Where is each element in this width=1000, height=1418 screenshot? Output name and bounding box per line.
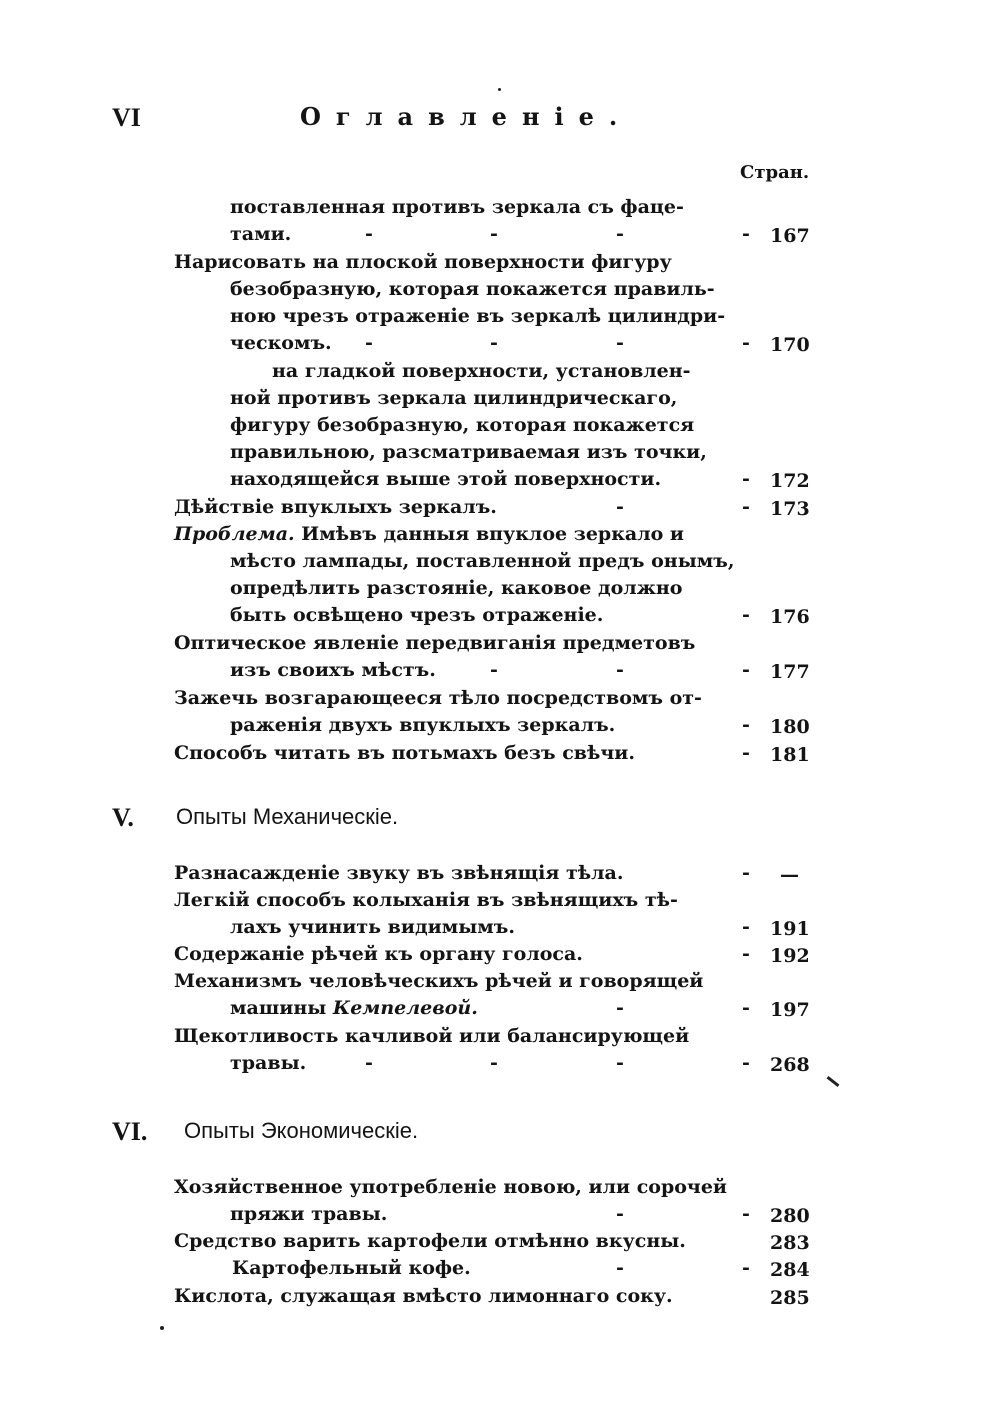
leader-dots: -: [365, 223, 373, 245]
entry-line: ческомъ.: [230, 332, 332, 354]
leader-dots: -: [365, 332, 373, 354]
leader-dots: -: [742, 496, 750, 518]
entry-line: быть освѣщено чрезъ отраженіе.: [230, 604, 604, 626]
leader-dots: -: [742, 916, 750, 938]
entry-page: 283: [770, 1232, 810, 1254]
section-numeral: VI.: [112, 1117, 148, 1146]
ink-speck: [498, 88, 501, 91]
entry-line: мѣсто лампады, поставленной предъ онымъ,: [230, 550, 735, 572]
entry-line: Зажечь возгарающееся тѣло посредствомъ от-: [174, 687, 702, 709]
entry-line: Дѣйствіе впуклыхъ зеркалъ.: [174, 496, 497, 518]
entry-line: Содержаніе рѣчей къ органу голоса.: [174, 943, 583, 965]
leader-dots: -: [742, 714, 750, 736]
entry-line: [174, 521, 684, 547]
leader-dots: -: [742, 997, 750, 1019]
section-numeral: V.: [112, 803, 134, 832]
entry-page: 180: [770, 716, 810, 738]
leader-dots: -: [490, 332, 498, 354]
leader-dots: -: [742, 659, 750, 681]
entry-page: 167: [770, 225, 810, 247]
entry-line: Легкій способъ колыханія въ звѣнящихъ тѣ-: [174, 889, 678, 911]
entry-page: 176: [770, 606, 810, 628]
entry-line: травы.: [230, 1052, 307, 1074]
entry-line: опредѣлить разстояніе, каковое должно: [230, 577, 683, 599]
entry-line: [230, 995, 478, 1021]
leader-dots: -: [365, 1052, 373, 1074]
entry-line: тами.: [230, 223, 292, 245]
entry-line: Оптическое явленіе передвиганія предметовъ: [174, 632, 696, 654]
entry-line: пряжи травы.: [230, 1203, 388, 1225]
leader-dots: -: [490, 223, 498, 245]
entry-page: 181: [770, 744, 810, 766]
leader-dots: -: [742, 742, 750, 764]
entry-page: 170: [770, 334, 810, 356]
section-title: Опыты Механическіе.: [176, 804, 399, 829]
entry-line: поставленная противъ зеркала съ фаце-: [230, 196, 684, 218]
leader-dots: -: [616, 997, 624, 1019]
entry-page: 197: [770, 999, 810, 1021]
entry-line: находящейся выше этой поверхности.: [230, 468, 662, 490]
entry-page: 280: [770, 1205, 810, 1227]
leader-dots: -: [616, 1203, 624, 1225]
entry-page: 172: [770, 470, 810, 492]
leader-dots: -: [742, 332, 750, 354]
entry-page: 177: [770, 661, 810, 683]
entry-line: Хозяйственное употребленіе новою, или сорочей: [174, 1176, 728, 1198]
entry-line: Щекотливость качливой или балансирующей: [174, 1025, 690, 1047]
entry-line: Кислота, служащая вмѣсто лимоннаго соку.: [174, 1285, 673, 1307]
italic-label: Кемпелевой.: [332, 997, 478, 1019]
leader-dots: -: [490, 1052, 498, 1074]
entry-line: на гладкой поверхности, установлен-: [272, 360, 691, 382]
section-title: Опыты Экономическіе.: [184, 1118, 419, 1143]
entry-line: Разнасажденіе звуку въ звѣнящія тѣла.: [174, 862, 624, 884]
page-column-label: Стран.: [740, 162, 810, 183]
entry-line: Механизмъ человѣческихъ рѣчей и говорящей: [174, 970, 704, 992]
leader-dots: -: [616, 1052, 624, 1074]
leader-dots: -: [742, 943, 750, 965]
leader-dots: -: [616, 1257, 624, 1279]
entry-line: раженія двухъ впуклыхъ зеркалъ.: [230, 714, 616, 736]
entry-page: 268: [770, 1054, 810, 1076]
leader-dots: -: [616, 659, 624, 681]
entry-line: правильною, разсматриваемая изъ точки,: [230, 441, 707, 463]
entry-line: безобразную, которая покажется правиль-: [230, 278, 715, 300]
leader-dots: -: [616, 332, 624, 354]
leader-dots: -: [490, 659, 498, 681]
entry-line-text: Имѣвъ данныя впуклое зеркало и: [301, 523, 685, 545]
entry-line: фигуру безобразную, которая покажется: [230, 414, 695, 436]
entry-line: Способъ читать въ потьмахъ безъ свѣчи.: [174, 742, 635, 764]
entry-page: 173: [770, 498, 810, 520]
entry-page: 284: [770, 1259, 810, 1281]
entry-line: ною чрезъ отраженіе въ зеркалѣ цилиндри-: [230, 305, 726, 327]
entry-page: 285: [770, 1287, 810, 1309]
page-title: Оглавленіе.: [300, 102, 633, 131]
leader-dots: -: [742, 604, 750, 626]
entry-line: Нарисовать на плоской поверхности фигуру: [174, 251, 672, 273]
leader-dots: -: [742, 223, 750, 245]
entry-page: —: [780, 864, 799, 886]
page-number: VI: [112, 103, 141, 132]
leader-dots: -: [742, 1257, 750, 1279]
ink-stroke: [827, 1076, 840, 1087]
entry-line-text: машины: [230, 997, 327, 1019]
leader-dots: -: [616, 223, 624, 245]
entry-line: ной противъ зеркала цилиндрическаго,: [230, 387, 678, 409]
entry-page: 192: [770, 945, 810, 967]
leader-dots: -: [742, 468, 750, 490]
entry-line: лахъ учинить видимымъ.: [230, 916, 515, 938]
italic-label: Проблема.: [174, 523, 295, 545]
leader-dots: -: [742, 1052, 750, 1074]
entry-line: Средство варить картофели отмѣнно вкусны.: [174, 1230, 686, 1252]
leader-dots: -: [742, 1203, 750, 1225]
ink-speck: [160, 1326, 164, 1330]
entry-page: 191: [770, 918, 810, 940]
leader-dots: -: [616, 496, 624, 518]
entry-line: изъ своихъ мѣстъ.: [230, 659, 436, 681]
leader-dots: -: [742, 862, 750, 884]
entry-line: Картофельный кофе.: [232, 1257, 471, 1279]
